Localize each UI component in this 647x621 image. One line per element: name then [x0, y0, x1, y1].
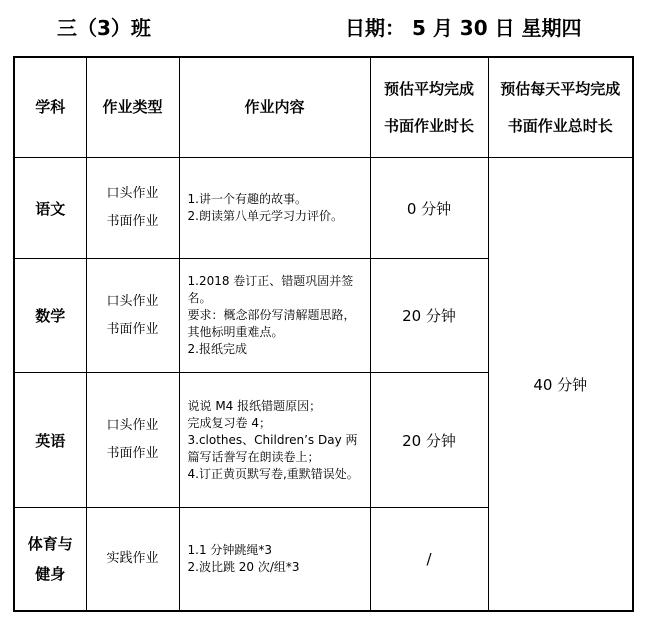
subject-line1: 体育与 [27, 535, 73, 553]
type-cell [86, 259, 179, 373]
type-cell [86, 508, 179, 612]
time-cell: / [370, 508, 488, 612]
col-header-total-time [488, 57, 633, 158]
type-item: 口头作业 [106, 418, 159, 433]
subject-line2: 健身 [35, 565, 66, 583]
subject-cell: 英语 [14, 373, 86, 508]
page-header [0, 8, 647, 44]
date-label: 日期： 5 月 30 日 星期四 [345, 16, 582, 40]
type-item: 书面作业 [106, 446, 159, 461]
table-row [14, 158, 633, 259]
type-item: 口头作业 [106, 186, 159, 201]
subject-cell [14, 508, 86, 612]
table-header-row [14, 57, 633, 158]
col-header-type: 作业类型 [86, 57, 179, 158]
type-item: 书面作业 [106, 214, 159, 229]
content-cell [179, 158, 370, 259]
homework-table [13, 56, 634, 612]
content-line: 说说 M4 报纸错题原因； [187, 398, 322, 413]
content-line: 1.2018 卷订正、错题巩固并签名。 [187, 274, 354, 305]
type-cell [86, 373, 179, 508]
subject-cell: 语文 [14, 158, 86, 259]
class-name: 三（3）班 [57, 16, 151, 40]
time-cell: 0 分钟 [370, 158, 488, 259]
content-cell [179, 508, 370, 612]
content-line: 2.波比跳 20 次/组*3 [187, 560, 300, 574]
col-header-avg-time [370, 57, 488, 158]
time-cell: 20 分钟 [370, 259, 488, 373]
time-cell: 20 分钟 [370, 373, 488, 508]
content-line: 2.报纸完成 [187, 342, 247, 356]
content-line: 4.订正黄页默写卷,重默错误处。 [187, 466, 359, 481]
col-header-total-time-line2: 书面作业总时长 [507, 116, 613, 135]
content-cell [179, 259, 370, 373]
type-item: 口头作业 [106, 293, 159, 309]
type-item: 实践作业 [106, 551, 159, 566]
content-cell [179, 373, 370, 508]
total-time-cell: 40 分钟 [488, 158, 633, 612]
subject-cell: 数学 [14, 259, 86, 373]
content-line: 2.朗读第八单元学习力评价。 [187, 209, 343, 223]
type-item: 书面作业 [106, 321, 159, 337]
content-line: 要求：概念部份写清解题思路，其他标明重难点。 [187, 308, 356, 339]
col-header-total-time-line1: 预估每天平均完成 [500, 79, 621, 98]
content-line: 3.clothes、Children’s Day 两篇写话誊写在朗读卷上； [187, 432, 358, 464]
content-line: 完成复习卷 4； [187, 415, 271, 430]
col-header-content: 作业内容 [179, 57, 370, 158]
content-line: 1.1 分钟跳绳*3 [187, 543, 273, 557]
col-header-subject: 学科 [14, 57, 86, 158]
col-header-avg-time-line2: 书面作业时长 [383, 116, 474, 135]
content-line: 1.讲一个有趣的故事。 [187, 192, 307, 206]
col-header-avg-time-line1: 预估平均完成 [383, 79, 474, 98]
type-cell [86, 158, 179, 259]
